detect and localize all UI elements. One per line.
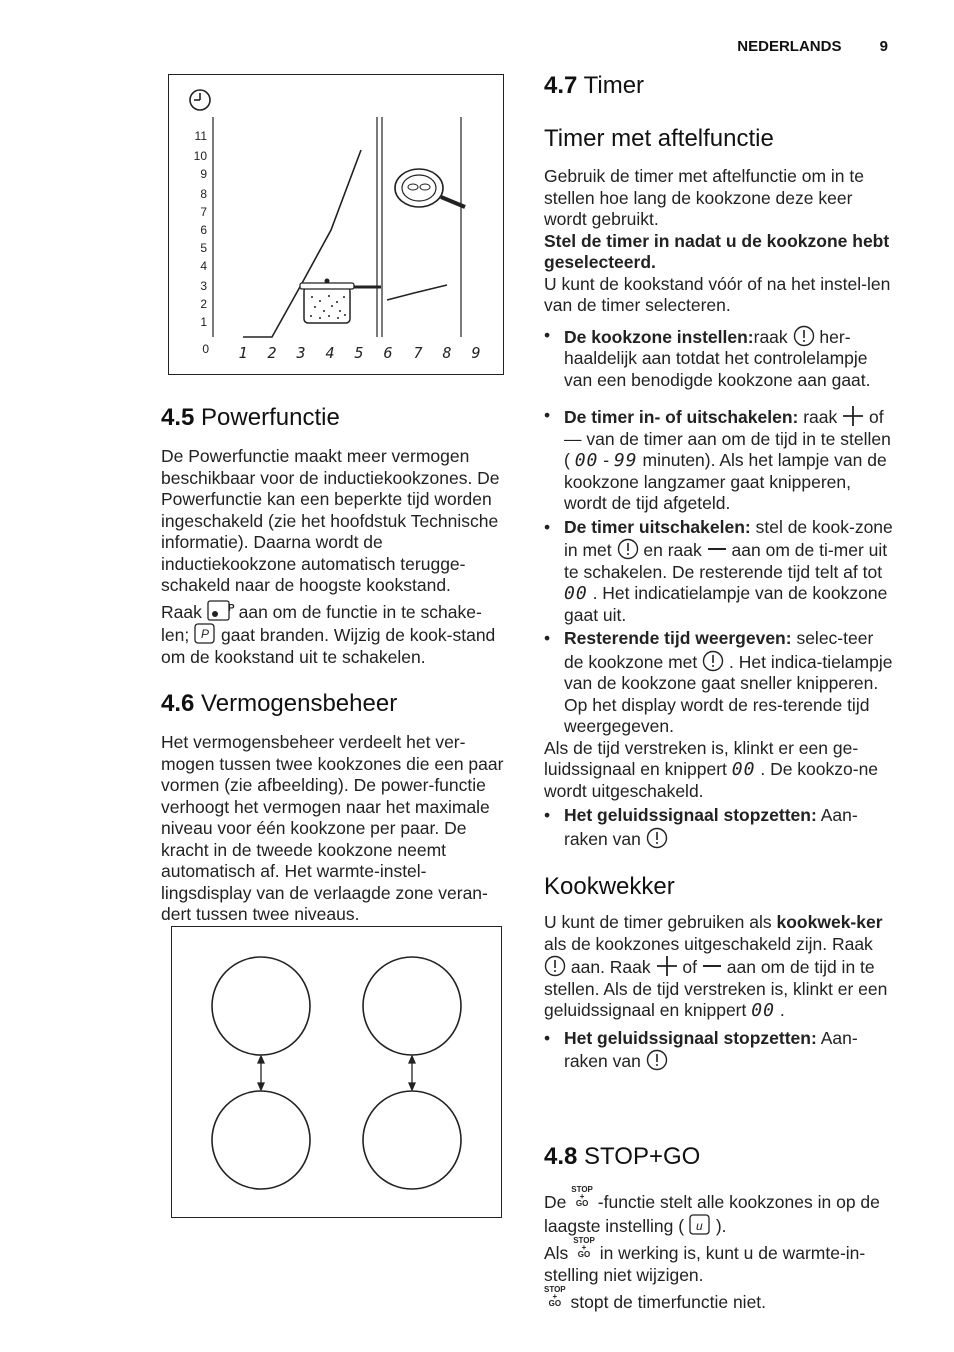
y-tick: 1: [200, 315, 207, 329]
display-00: 00: [731, 759, 756, 780]
paragraph: Raak P aan om de functie in te schake-len; P gaat branden. Wijzig de kook-stand om de kookstand uit te schakelen.: [161, 601, 496, 667]
timer-icon: [544, 955, 566, 977]
plus-icon: [842, 405, 864, 427]
x-tick: 4: [325, 344, 335, 362]
y-tick: 9: [200, 167, 207, 181]
cooking-zone: [212, 957, 310, 1055]
y-tick: 11: [194, 129, 207, 143]
list-item: • Het geluidssignaal stopzetten: Aan-raken van: [544, 1028, 894, 1073]
power-icon-letter: P: [227, 602, 235, 614]
plus-icon: [656, 955, 678, 977]
pair-arrow: [258, 1056, 264, 1090]
section-heading: 4.6 Vermogensbeheer: [161, 690, 398, 717]
y-tick: 3: [200, 279, 207, 293]
x-tick: 3: [296, 344, 306, 362]
power-icon-letter: P: [201, 627, 210, 641]
x-tick: 9: [471, 344, 481, 362]
list-item: • De timer in- of uitschakelen: raak of — van de timer aan om de tijd in te stellen ( 00 - 99 minuten). Als het lampje van de kookzone langzamer gaat knipperen, wordt de tijd afgeteld.: [544, 405, 894, 515]
cooking-zone: [363, 1091, 461, 1189]
subsection-heading: Timer met aftelfunctie: [544, 125, 774, 152]
reduced-curve: [387, 285, 447, 300]
page-header: [703, 38, 888, 55]
pan-icon: [395, 169, 465, 207]
display-99: 99: [613, 450, 638, 471]
lowest-setting-icon: [689, 1214, 711, 1236]
paragraph: De STOP + GO -functie stelt alle kookzones in op de laagste instelling ( u ).: [544, 1185, 880, 1236]
section-powerfunctie: [161, 403, 506, 668]
cooking-zone: [363, 957, 461, 1055]
x-tick: 8: [442, 344, 452, 362]
display-00: 00: [564, 583, 588, 604]
timer-icon: [646, 1049, 668, 1071]
timer-icon: [702, 650, 724, 672]
stop-go-icon: STOP + GO: [544, 1285, 566, 1308]
x-tick: 2: [267, 344, 277, 362]
paragraph: U kunt de kookstand vóór of na het instel-len van de timer selecteren.: [544, 273, 891, 315]
x-tick: 7: [413, 344, 423, 362]
page-number: 9: [879, 38, 888, 55]
bold-note: Stel de timer in nadat u de kookzone hebt geselecteerd.: [544, 230, 890, 272]
timer-icon: [793, 325, 815, 347]
list-item: • De kookzone instellen:raak her-haaldelijk aan totdat het controlelampje van een benodigde kookzone aan gaat.: [544, 325, 894, 392]
power-indicator-icon: [194, 623, 216, 645]
paragraph: Gebruik de timer met aftelfunctie om in te stellen hoe lang de kookzone deze keer wordt gebruikt.: [544, 166, 864, 229]
pot-icon: [300, 279, 381, 324]
section-timer: [544, 71, 894, 1073]
pair-arrow: [409, 1056, 415, 1090]
cooking-zones-figure: [171, 926, 502, 1218]
paragraph: U kunt de timer gebruiken als kookwek-ker als de kookzones uitgeschakeld zijn. Raak aan. Raak of aan om de tijd in te stellen. Als de tijd verstreken is, klinkt er een geluidssignaal en knippert 00 .: [544, 912, 888, 1021]
power-graph-figure: [168, 74, 504, 375]
x-tick: 1: [238, 344, 248, 362]
y-tick: 5: [200, 241, 207, 255]
power-graph: [169, 75, 502, 373]
lowest-setting-symbol: u: [695, 1218, 703, 1233]
subsection-heading: Kookwekker: [544, 873, 675, 900]
cooking-zones-diagram: [172, 927, 500, 1216]
display-00: 00: [751, 1000, 775, 1021]
cooking-zone: [212, 1091, 310, 1189]
y-tick: 0: [202, 342, 209, 356]
section-heading: 4.8 STOP+GO: [544, 1143, 701, 1170]
list-item: • Resterende tijd weergeven: selec-teer de kookzone met . Het indica-tielampje van de kookzone gaat sneller knipperen. Op het display wordt de res-terende tijd weergegeven.: [544, 628, 894, 738]
section-heading: 4.5 Powerfunctie: [161, 404, 340, 431]
y-tick: 8: [200, 187, 207, 201]
section-stopgo: [544, 1142, 894, 1314]
power-button-icon: [207, 600, 234, 622]
stop-go-icon: STOP + GO: [571, 1185, 593, 1208]
timer-icon: [646, 827, 668, 849]
timer-icon: [617, 538, 639, 560]
y-tick: 10: [193, 149, 207, 163]
x-tick: 6: [383, 344, 393, 362]
y-tick: 7: [200, 205, 207, 219]
paragraph: De Powerfunctie maakt meer vermogen beschikbaar voor de inductiekookzones. De Powerfunctie kan een beperkte tijd worden ingeschakeld (zie het hoofdstuk Technische informatie). Daarna wordt de inductiekookzone automatisch terugge-schakeld naar de hoogste kookstand.: [161, 446, 500, 595]
paragraph: Als de tijd verstreken is, klinkt er een ge-luidssignaal en knippert 00 . De kookzo-ne wordt uitgeschakeld.: [544, 737, 879, 801]
stop-go-icon: STOP + GO: [573, 1236, 595, 1259]
minus-icon: [707, 538, 727, 560]
list-item: • De timer uitschakelen: stel de kook-zone in met en raak aan om de ti-mer uit te schakelen. De resterende tijd telt af tot 00 . Het indicatielampje van de kookzone gaat uit.: [544, 517, 894, 627]
y-tick: 2: [200, 297, 207, 311]
section-vermogensbeheer: [161, 689, 506, 926]
minus-icon: [702, 955, 722, 977]
y-tick: 6: [200, 223, 207, 237]
language-label: NEDERLANDS: [737, 38, 842, 55]
section-heading: 4.7 Timer: [544, 72, 645, 99]
display-00: 00: [574, 450, 599, 471]
y-tick: 4: [200, 259, 207, 273]
x-tick: 5: [354, 344, 364, 362]
paragraph: STOP + GO stopt de timerfunctie niet.: [544, 1285, 767, 1312]
paragraph: Als STOP + GO in werking is, kunt u de warmte-in-stelling niet wijzigen.: [544, 1236, 866, 1285]
paragraph: Het vermogensbeheer verdeelt het ver-mogen tussen twee kookzones die een paar vormen (zie afbeelding). De power-functie verhoogt het vermogen naar het maximale niveau voor één kookzone per paar. De kracht in de tweede kookzone neemt automatisch af. Het warmte-instel-lingsdisplay van de verlaagde zone veran-dert tussen twee niveaus.: [161, 732, 504, 924]
list-item: • Het geluidssignaal stopzetten: Aan-raken van: [544, 805, 894, 850]
